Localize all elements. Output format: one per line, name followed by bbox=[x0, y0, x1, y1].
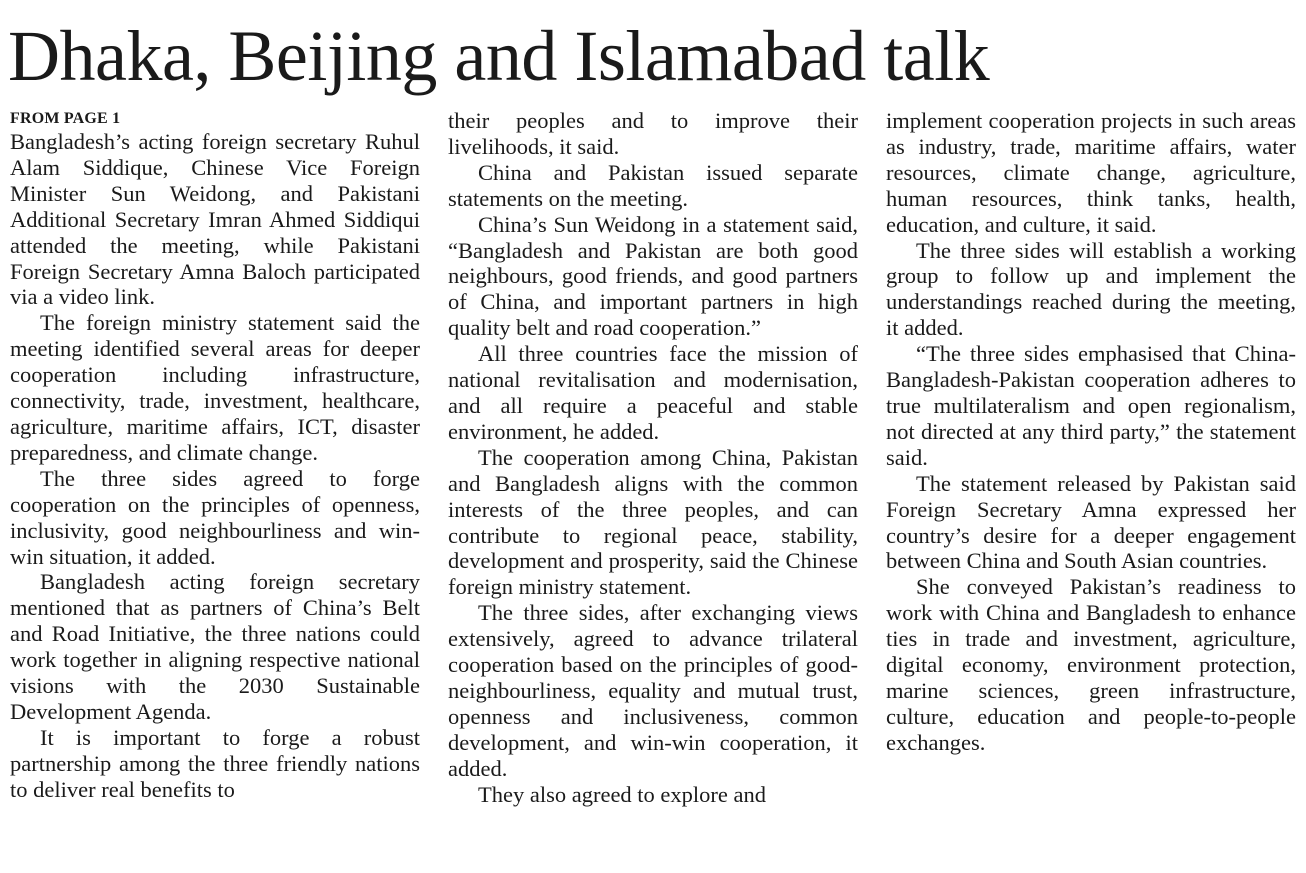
paragraph: China and Pakistan issued separate statements on the meeting. bbox=[448, 159, 858, 211]
paragraph: their peoples and to improve their livelihoods, it said. bbox=[448, 108, 858, 159]
article-body bbox=[10, 108, 1296, 807]
paragraph: Bangladesh acting foreign secretary mentioned that as partners of China’s Belt and Road Initiative, the three nations could work together in aligning respective national visions with the 2030 Sustainable Development Agenda. bbox=[10, 569, 420, 724]
column-3 bbox=[886, 108, 1296, 807]
paragraph: implement cooperation projects in such areas as industry, trade, maritime affairs, water resources, climate change, agriculture, human resources, think tanks, health, education, and culture, it said. bbox=[886, 108, 1296, 237]
paragraph: The foreign ministry statement said the meeting identified several areas for deeper cooperation including infrastructure, connectivity, trade, investment, healthcare, agriculture, maritime affairs, ICT, disaster preparedness, and climate change. bbox=[10, 310, 420, 465]
paragraph: Bangladesh’s acting foreign secretary Ruhul Alam Siddique, Chinese Vice Foreign Minister Sun Weidong, and Pakistani Additional Secretary Imran Ahmed Siddiqui attended the meeting, while Pakistani Foreign Secretary Amna Baloch participated via a video link. bbox=[10, 129, 420, 310]
paragraph: She conveyed Pakistan’s readiness to work with China and Bangladesh to enhance ties in trade and investment, agriculture, digital economy, environment protection, marine sciences, green infrastructure, culture, education and people-to-people exchanges. bbox=[886, 574, 1296, 755]
paragraph: It is important to forge a robust partnership among the three friendly nations to deliver real benefits to bbox=[10, 724, 420, 802]
paragraph: The three sides, after exchanging views extensively, agreed to advance trilateral cooperation based on the principles of good-neighbourliness, equality and mutual trust, openness and inclusiveness, common development, and win-win cooperation, it added. bbox=[448, 600, 858, 781]
paragraph: The cooperation among China, Pakistan and Bangladesh aligns with the common interests of the three peoples, and can contribute to regional peace, stability, development and prosperity, said the Chinese foreign ministry statement. bbox=[448, 444, 858, 600]
column-1 bbox=[10, 108, 420, 807]
paragraph: The statement released by Pakistan said Foreign Secretary Amna expressed her country’s desire for a deeper engagement between China and South Asian countries. bbox=[886, 470, 1296, 574]
paragraph: “The three sides emphasised that China-Bangladesh-Pakistan cooperation adheres to true multilateralism and open regionalism, not directed at any third party,” the statement said. bbox=[886, 341, 1296, 470]
paragraph: The three sides will establish a working group to follow up and implement the understandings reached during the meeting, it added. bbox=[886, 237, 1296, 341]
paragraph: They also agreed to explore and bbox=[478, 781, 767, 807]
paragraph: The three sides agreed to forge cooperation on the principles of openness, inclusivity, good neighbourliness and win-win situation, it added. bbox=[10, 465, 420, 569]
paragraph: All three countries face the mission of national revitalisation and modernisation, and all require a peaceful and stable environment, he added. bbox=[448, 341, 858, 444]
headline: Dhaka, Beijing and Islamabad talk bbox=[8, 16, 990, 96]
column-2 bbox=[448, 108, 858, 807]
paragraph: China’s Sun Weidong in a statement said, “Bangladesh and Pakistan are both good neighbours, good friends, and good partners of China, and important partners in high quality belt and road cooperation.” bbox=[448, 211, 858, 341]
jump-label: FROM PAGE 1 bbox=[10, 110, 121, 127]
